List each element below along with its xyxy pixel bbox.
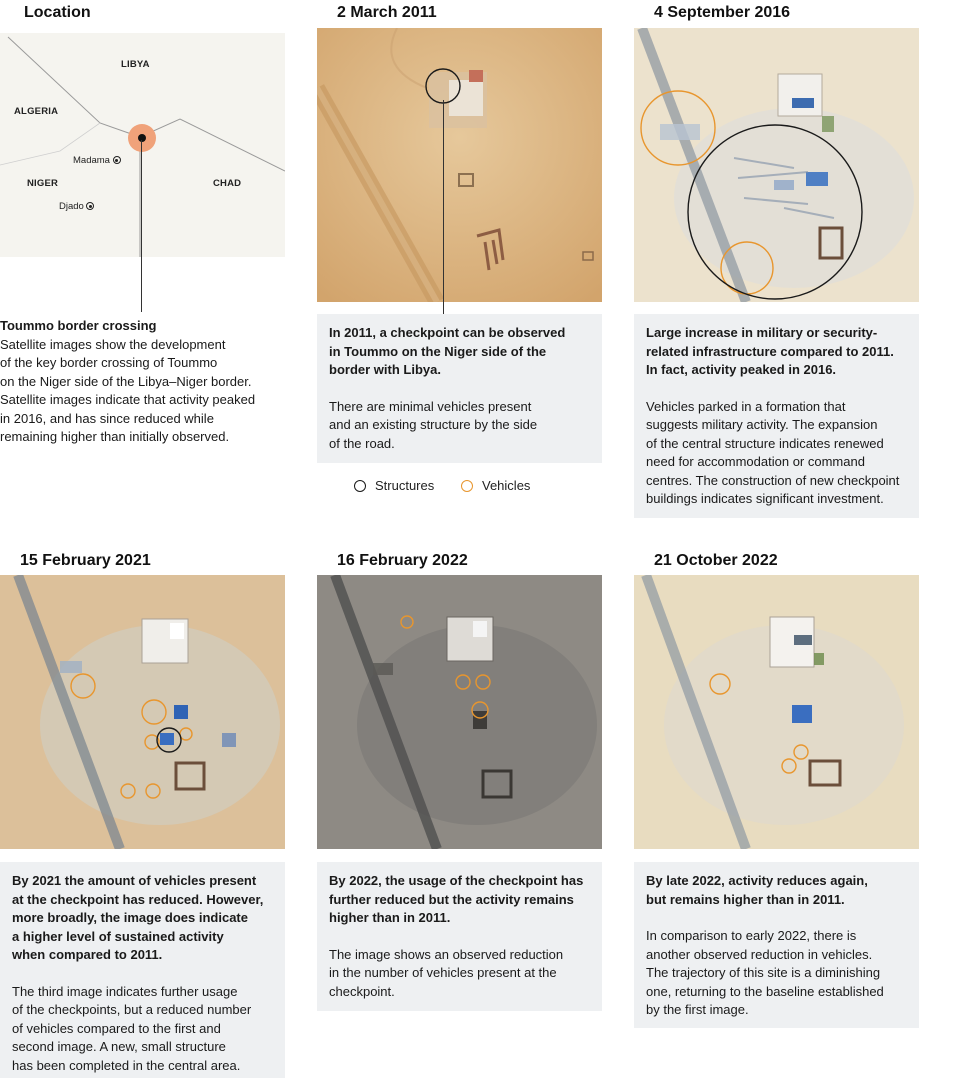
caption-line: The image shows an observed reduction [329,946,564,962]
caption-line: of the checkpoints, but a reduced number [12,1002,252,1017]
caption-line: buildings indicates significant investment. [646,491,884,506]
caption-line: centres. The construction of new checkpoint [646,472,900,488]
caption-line: checkpoint. [329,983,395,999]
label-djado: Djado [59,201,94,212]
vehicles-ring-icon [461,480,473,492]
satellite-image-2016 [634,28,919,302]
caption-line: of vehicles compared to the first and [12,1020,221,1036]
panel-caption-body [646,927,907,1020]
legend-vehicles [461,478,530,493]
caption-line: another observed reduction in vehicles. [646,946,873,962]
caption-line: In fact, activity peaked in 2016. [646,362,837,377]
label-algeria: ALGERIA [14,106,59,117]
panel-caption-bold [12,872,273,965]
caption-line: need for accommodation or command [646,454,865,469]
location-caption [0,317,285,447]
caption-line: By 2022, the usage of the checkpoint has [329,873,584,888]
legend-structures-label: Structures [375,478,435,493]
caption-line: has been completed in the central area. [12,1057,241,1073]
panel-date: 16 February 2022 [337,552,468,569]
border-crossing-dot [138,134,146,142]
caption-line: There are minimal vehicles present [329,398,532,414]
panel-caption-body [12,983,273,1076]
caption-line: by the first image. [646,1002,749,1017]
caption-line: border with Libya. [329,362,441,377]
satellite-image-feb-2022 [317,575,602,849]
caption-line: of the road. [329,435,395,451]
legend-structures [354,478,434,493]
location-caption-line: in 2016, and has since reduced while [0,410,214,426]
satellite-image-oct-2022 [634,575,919,849]
panel-caption-body [329,946,590,1002]
caption-line: in Toummo on the Niger side of the [329,343,547,359]
location-heading: Location [24,4,91,21]
location-leader-line [141,140,142,312]
panel-caption-body [329,398,590,454]
panel-caption-bold [646,872,907,909]
caption-line: one, returning to the baseline established [646,983,884,999]
label-niger: NIGER [27,178,59,189]
panel-caption [317,314,602,463]
caption-line: further reduced but the activity remains [329,891,574,907]
caption-line: higher than in 2011. [329,910,451,925]
caption-line: In 2011, a checkpoint can be observed [329,325,566,340]
caption-line: By 2021 the amount of vehicles present [12,873,257,888]
panel-date: 15 February 2021 [20,552,151,569]
panel-caption [0,862,285,1078]
legend-vehicles-label: Vehicles [482,478,531,493]
label-madama: Madama [73,155,121,166]
location-caption-line: remaining higher than initially observed. [0,429,230,444]
location-caption-line: Satellite images indicate that activity peaked [0,392,256,407]
panel-caption [317,862,602,1011]
satellite-image-2021 [0,575,285,849]
panel-date: 4 September 2016 [654,4,791,21]
location-caption-line: Satellite images show the development [0,336,226,352]
caption-line: related infrastructure compared to 2011. [646,343,894,359]
caption-line: Vehicles parked in a formation that [646,398,846,414]
caption-line: In comparison to early 2022, there is [646,928,857,943]
location-caption-line: of the key border crossing of Toummo [0,355,218,370]
label-libya: LIBYA [121,59,150,70]
panel-caption-body [646,398,907,509]
caption-line: but remains higher than in 2011. [646,891,845,907]
panel-caption-bold [646,324,907,380]
label-chad: CHAD [213,178,242,189]
caption-line: at the checkpoint has reduced. However, [12,891,264,907]
caption-line: a higher level of sustained activity [12,928,224,944]
location-caption-title: Toummo border crossing [0,318,157,333]
structures-ring-icon [354,480,366,492]
caption-line: in the number of vehicles present at the [329,965,557,980]
caption-line: suggests military activity. The expansion [646,417,878,432]
panel-caption [634,314,919,518]
location-caption-line: on the Niger side of the Libya–Niger border. [0,373,252,389]
caption-line: more broadly, the image does indicate [12,910,248,925]
panel-date: 21 October 2022 [654,552,778,569]
caption-line: and an existing structure by the side [329,417,538,432]
panel-caption-bold [329,872,590,928]
caption-line: of the central structure indicates renewed [646,435,884,451]
panel-caption-bold [329,324,590,380]
caption-line: when compared to 2011. [12,947,163,962]
caption-line: Large increase in military or security- [646,325,878,340]
caption-line: second image. A new, small structure [12,1039,226,1054]
caption-line: By late 2022, activity reduces again, [646,873,868,888]
caption-line: The trajectory of this site is a diminishing [646,965,881,980]
caption-line: The third image indicates further usage [12,983,238,999]
panel-date: 2 March 2011 [337,4,437,21]
panel-leader-line [443,100,444,314]
satellite-image-2011 [317,28,602,302]
panel-caption [634,862,919,1028]
